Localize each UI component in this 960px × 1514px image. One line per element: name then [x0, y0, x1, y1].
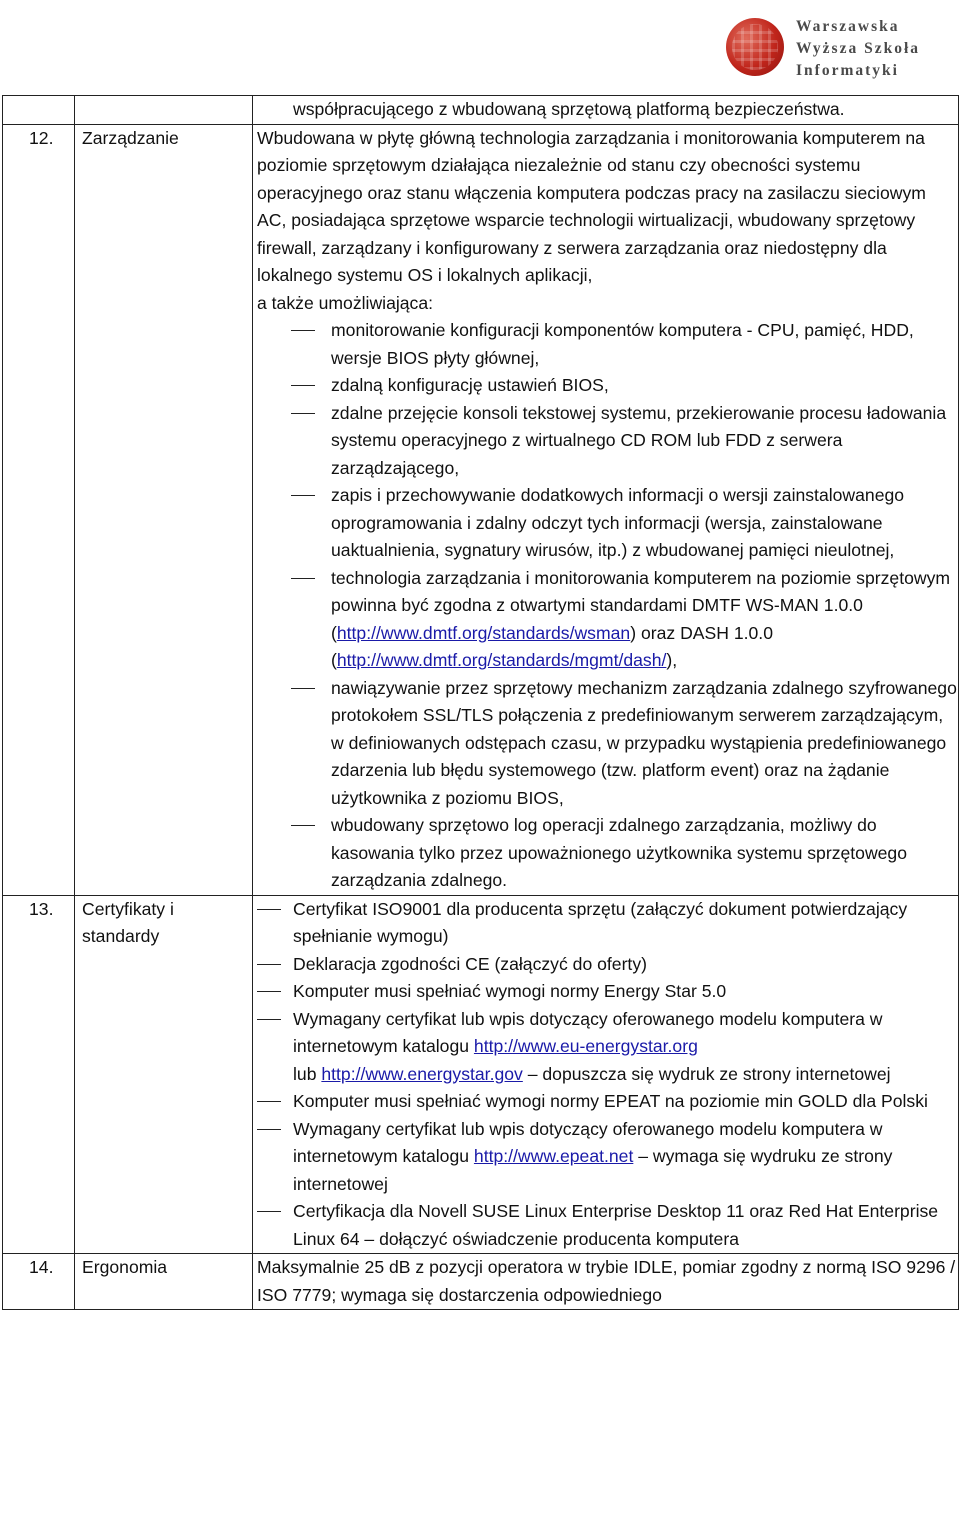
list-item: zapis i przechowywanie dodatkowych informacji o wersji zainstalowanego oprogramowania i zdalny odczyt tych informacji (wersja, zainstalowane uaktualnienia, sygnatury wirusów, itp.) z wbudowanej pamięci nieulotnej, — [257, 482, 958, 565]
wsman-link[interactable]: http://www.dmtf.org/standards/wsman — [336, 622, 631, 643]
logo-line-2: Wyższa Szkoła — [796, 40, 921, 57]
row-number: 13. — [3, 895, 75, 1254]
row-number-cell — [3, 96, 75, 125]
row-name: Ergonomia — [75, 1254, 253, 1310]
epeat-link[interactable]: http://www.epeat.net — [473, 1146, 634, 1166]
specification-table — [2, 95, 959, 1310]
table-row-continuation — [3, 96, 959, 125]
list-item: monitorowanie konfiguracji komponentów komputera - CPU, pamięć, HDD, wersje BIOS płyty głównej, — [257, 317, 958, 372]
row-number: 14. — [3, 1254, 75, 1310]
logo-line-3: Informatyki — [796, 62, 899, 79]
list-item-energystar: Wymagany certyfikat lub wpis dotyczący oferowanego modelu komputera w internetowym katalogu http://www.eu-energystar.org lub http://www.energystar.gov – dopuszcza się wydruk ze strony internetowej — [257, 1006, 958, 1089]
eu-energystar-link[interactable]: http://www.eu-energystar.org — [473, 1036, 698, 1056]
table-row-12 — [3, 124, 959, 895]
table-row-14 — [3, 1254, 959, 1310]
continuation-text: współpracującego z wbudowaną sprzętową platformą bezpieczeństwa. — [293, 99, 845, 119]
row-description — [253, 124, 959, 895]
logo-line-1: Warszawska — [796, 18, 900, 35]
energystar-link[interactable]: http://www.energystar.gov — [321, 1063, 523, 1084]
dmtf-text: technologia zarządzania i monitorowania komputerem na poziomie sprzętowym powinna być zgodna z otwartymi standardami DMTF WS-MAN 1.0.0 — [331, 567, 951, 615]
list-item: Certyfikat ISO9001 dla producenta sprzętu (załączyć dokument potwierdzający spełnianie wymogu) — [257, 896, 958, 951]
list-item: zdalną konfigurację ustawień BIOS, — [257, 372, 958, 400]
row-name-cell — [75, 96, 253, 125]
list-item: Certyfikacja dla Novell SUSE Linux Enterprise Desktop 11 oraz Red Hat Enterprise Linux 64 – dołączyć oświadczenie producenta komputera — [257, 1198, 958, 1253]
row-name: Certyfikaty i standardy — [75, 895, 253, 1254]
table-row-13 — [3, 895, 959, 1254]
list-item-dmtf: technologia zarządzania i monitorowania komputerem na poziomie sprzętowym powinna być zgodna z otwartymi standardami DMTF WS-MAN 1.0.0 (http://www.dmtf.org/standards/wsman) oraz DASH 1.0.0 (http://www.dmtf.org/standards/mgmt/dash/), — [257, 565, 958, 675]
list-item: Deklaracja zgodności CE (załączyć do oferty) — [257, 951, 958, 979]
management-also: a także umożliwiająca: — [257, 292, 434, 313]
list-item: nawiązywanie przez sprzętowy mechanizm zarządzania zdalnego szyfrowanego protokołem SSL/TLS połączenia z predefiniowanym serwerem zarządzającym, w definiowanych odstępach czasu, w przypadku wystąpienia predefiniowanego zdarzenia lub błędu systemowego (tzw. platform event) oraz na żądanie użytkownika z poziomu BIOS, — [257, 675, 958, 813]
row-description: Maksymalnie 25 dB z pozycji operatora w trybie IDLE, pomiar zgodny z normą ISO 9296 / ISO 7779; wymaga się dostarczenia odpowiedniego — [253, 1254, 959, 1310]
list-item: Komputer musi spełniać wymogi normy Energy Star 5.0 — [257, 978, 958, 1006]
row-desc-cell — [253, 96, 959, 125]
dash-link[interactable]: http://www.dmtf.org/standards/mgmt/dash/ — [336, 650, 667, 670]
management-intro: Wbudowana w płytę główną technologia zarządzania i monitorowania komputerem na poziomie sprzętowym działająca niezależnie od stanu czy obecności systemu operacyjnego oraz stanu włączenia komputera podczas pracy na zasilaczu sieciowym AC, posiadająca sprzętowe wsparcie technologii wirtualizacji, wbudowany sprzętowy firewall, zarządzany i konfigurowany z serwera zarządzania oraz niedostępny dla lokalnego systemu OS i lokalnych aplikacji, — [257, 127, 926, 285]
logo-emblem — [726, 18, 784, 76]
row-number: 12. — [3, 124, 75, 895]
row-name: Zarządzanie — [75, 124, 253, 895]
row-description — [253, 895, 959, 1254]
list-item: zdalne przejęcie konsoli tekstowej systemu, przekierowanie procesu ładowania systemu operacyjnego z wirtualnego CD ROM lub FDD z serwera zarządzającego, — [257, 400, 958, 483]
list-item-epeat: Wymagany certyfikat lub wpis dotyczący oferowanego modelu komputera w internetowym katalogu http://www.epeat.net – wymaga się wydruku ze strony internetowej — [257, 1116, 958, 1199]
school-logo — [712, 4, 954, 86]
list-item: wbudowany sprzętowo log operacji zdalnego zarządzania, możliwy do kasowania tylko przez upoważnionego użytkownika systemu sprzętowego zarządzania zdalnego. — [257, 812, 958, 895]
list-item: Komputer musi spełniać wymogi normy EPEAT na poziomie min GOLD dla Polski — [257, 1088, 958, 1116]
